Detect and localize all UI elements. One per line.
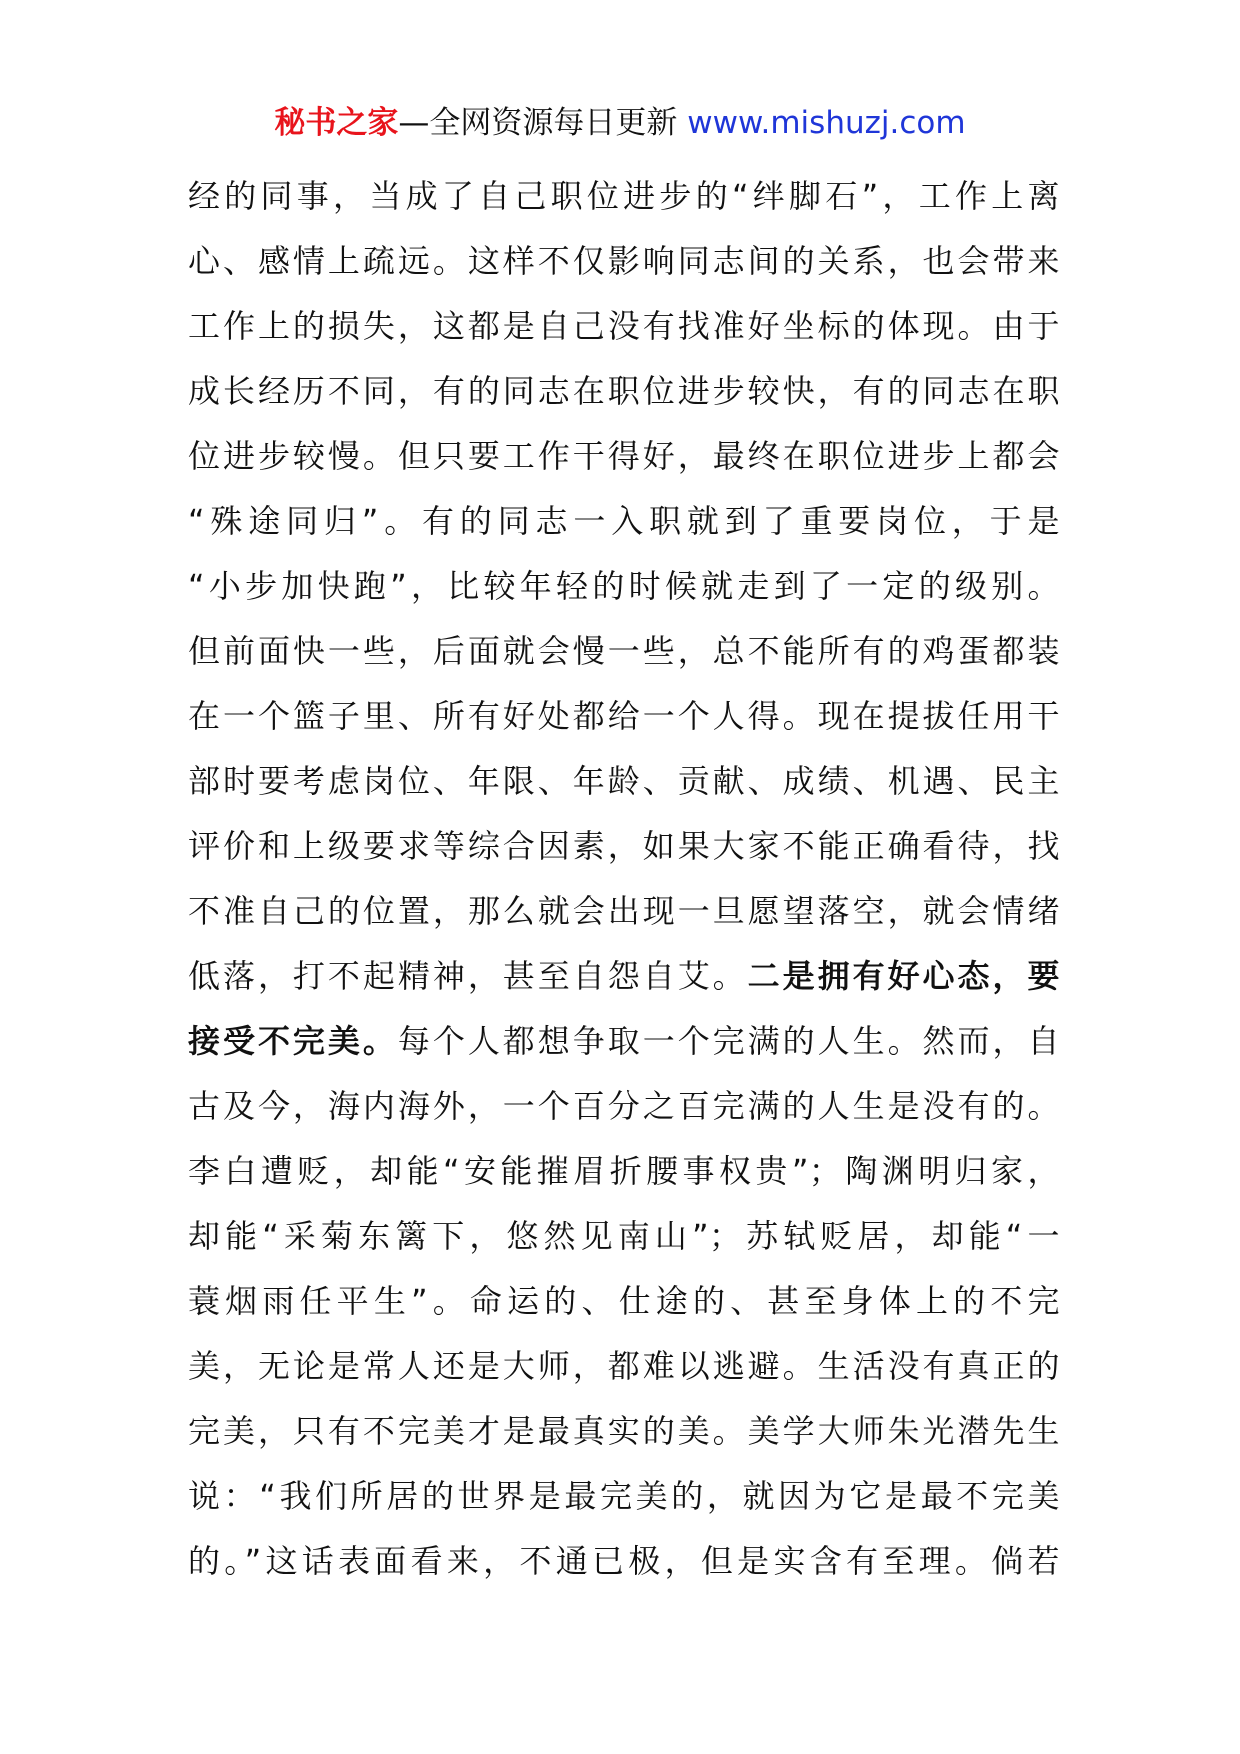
text-line: 的。”这话表面看来，不通已极，但是实含有至理。倘若 xyxy=(188,1542,1060,1580)
header-website-link[interactable]: www.mishuzj.com xyxy=(687,105,966,141)
text-line: 评价和上级要求等综合因素，如果大家不能正确看待，找 xyxy=(188,827,1060,865)
text-line: 成长经历不同，有的同志在职位进步较快，有的同志在职 xyxy=(188,372,1060,410)
text-line: 蓑烟雨任平生”。命运的、仕途的、甚至身体上的不完 xyxy=(188,1282,1060,1320)
text-line: 古及今，海内海外，一个百分之百完满的人生是没有的。 xyxy=(188,1087,1060,1125)
text-line: 位进步较慢。但只要工作干得好，最终在职位进步上都会 xyxy=(188,437,1060,475)
text-line: 部时要考虑岗位、年限、年龄、贡献、成绩、机遇、民主 xyxy=(188,762,1060,800)
page-header xyxy=(0,101,1240,145)
text-line: 完美，只有不完美才是最真实的美。美学大师朱光潜先生 xyxy=(188,1412,1060,1450)
text-line: 美，无论是常人还是大师，都难以逃避。生活没有真正的 xyxy=(188,1347,1060,1385)
header-brand: 秘书之家 xyxy=(274,105,399,141)
text-line: “小步加快跑”，比较年轻的时候就走到了一定的级别。 xyxy=(188,567,1060,605)
bold-heading-text: 接受不完美。 xyxy=(188,1022,398,1060)
text-line: 低落，打不起精神，甚至自怨自艾。二是拥有好心态，要 xyxy=(188,957,1060,995)
text-line: 在一个篮子里、所有好处都给一个人得。现在提拔任用干 xyxy=(188,697,1060,735)
text-line: 接受不完美。每个人都想争取一个完满的人生。然而，自 xyxy=(188,1022,1060,1060)
bold-heading-text: 二是拥有好心态，要 xyxy=(747,957,1060,995)
text-line: 说：“我们所居的世界是最完美的，就因为它是最不完美 xyxy=(188,1477,1060,1515)
text-line: 经的同事，当成了自己职位进步的“绊脚石”，工作上离 xyxy=(188,177,1060,215)
text-line: 但前面快一些，后面就会慢一些，总不能所有的鸡蛋都装 xyxy=(188,632,1060,670)
text-line: “殊途同归”。有的同志一入职就到了重要岗位，于是 xyxy=(188,502,1060,540)
text-line: 工作上的损失，这都是自己没有找准好坐标的体现。由于 xyxy=(188,307,1060,345)
text-line: 心、感情上疏远。这样不仅影响同志间的关系，也会带来 xyxy=(188,242,1060,280)
text-line: 却能“采菊东篱下，悠然见南山”；苏轼贬居，却能“一 xyxy=(188,1217,1060,1255)
text-line: 不准自己的位置，那么就会出现一旦愿望落空，就会情绪 xyxy=(188,892,1060,930)
body-text xyxy=(188,164,1060,1594)
header-slogan: —全网资源每日更新 xyxy=(398,105,688,141)
text-line: 李白遭贬，却能“安能摧眉折腰事权贵”；陶渊明归家， xyxy=(188,1152,1060,1190)
